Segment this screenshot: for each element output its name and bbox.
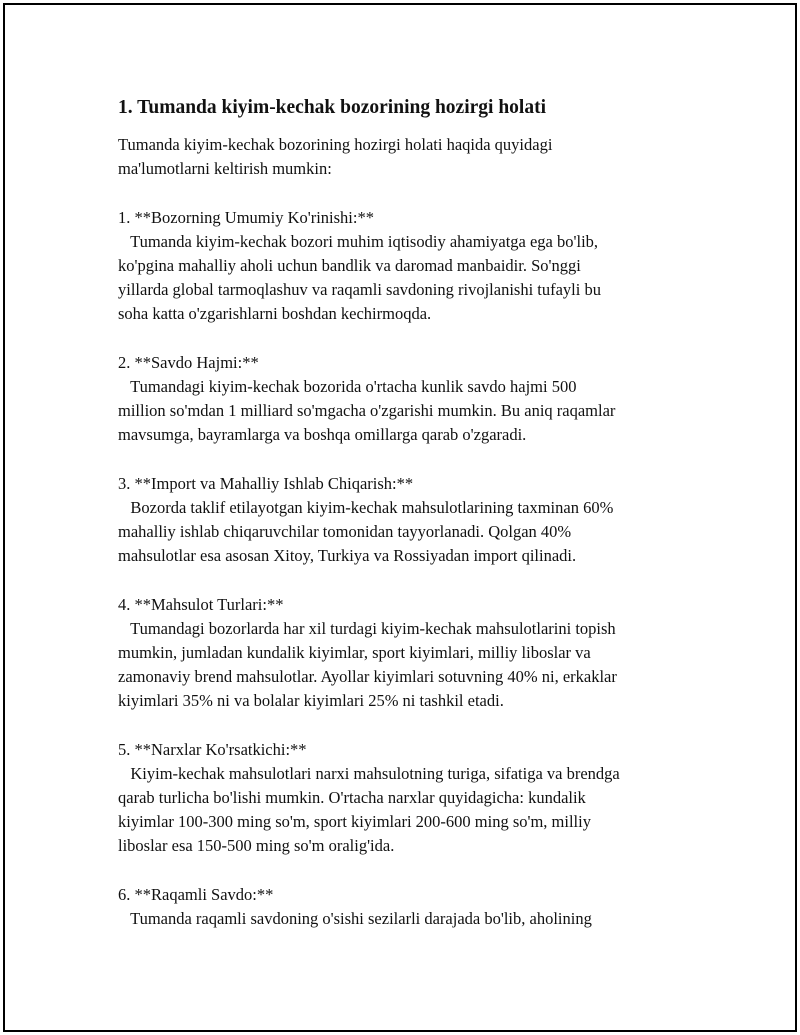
section-line: mavsumga, bayramlarga va boshqa omillarga qarab o'zgaradi. xyxy=(118,425,527,445)
section xyxy=(118,351,778,448)
section-line: mumkin, jumladan kundalik kiyimlar, sport kiyimlari, milliy liboslar va xyxy=(118,642,591,662)
section-title: 3. **Import va Mahalliy Ishlab Chiqarish:** xyxy=(118,473,414,493)
intro-paragraph xyxy=(118,133,778,181)
section-line: Tumanda kiyim-kechak bozori muhim iqtisodiy ahamiyatga ega bo'lib, xyxy=(118,231,599,251)
document-body xyxy=(118,96,778,931)
section-line: million so'mdan 1 milliard so'mgacha o'zgarishi mumkin. Bu aniq raqamlar xyxy=(118,401,616,421)
section-title: 4. **Mahsulot Turlari:** xyxy=(118,594,284,614)
section xyxy=(118,593,778,714)
section-line: Bozorda taklif etilayotgan kiyim-kechak mahsulotlarining taxminan 60% xyxy=(118,497,614,517)
section-line: liboslar esa 150-500 ming so'm oralig'ida. xyxy=(118,836,395,856)
intro-line: ma'lumotlarni keltirish mumkin: xyxy=(118,159,332,179)
section-line: soha katta o'zgarishlarni boshdan kechirmoqda. xyxy=(118,304,432,324)
section-line: kiyimlar 100-300 ming so'm, sport kiyimlari 200-600 ming so'm, milliy xyxy=(118,812,591,832)
section xyxy=(118,206,778,327)
section-line: yillarda global tarmoqlashuv va raqamli savdoning rivojlanishi tufayli bu xyxy=(118,280,601,300)
section xyxy=(118,883,778,931)
section-line: Tumandagi kiyim-kechak bozorida o'rtacha kunlik savdo hajmi 500 xyxy=(118,376,577,396)
section-line: Kiyim-kechak mahsulotlari narxi mahsulotning turiga, sifatiga va brendga xyxy=(118,763,620,783)
section xyxy=(118,472,778,569)
section-title: 6. **Raqamli Savdo:** xyxy=(118,884,274,904)
sections-list xyxy=(118,206,778,932)
section-line: Tumanda raqamli savdoning o'sishi sezilarli darajada bo'lib, aholining xyxy=(118,909,592,928)
section-line: qarab turlicha bo'lishi mumkin. O'rtacha narxlar quyidagicha: kundalik xyxy=(118,788,586,808)
intro-line: Tumanda kiyim-kechak bozorining hozirgi holati haqida quyidagi xyxy=(118,135,553,154)
section-line: ko'pgina mahalliy aholi uchun bandlik va daromad manbaidir. So'nggi xyxy=(118,255,581,275)
section-line: Tumandagi bozorlarda har xil turdagi kiyim-kechak mahsulotlarini topish xyxy=(118,618,616,638)
section-line: mahsulotlar esa asosan Xitoy, Turkiya va Rossiyadan import qilinadi. xyxy=(118,546,577,566)
section-line: mahalliy ishlab chiqaruvchilar tomonidan tayyorlanadi. Qolgan 40% xyxy=(118,522,572,541)
section xyxy=(118,738,778,859)
document-heading: 1. Tumanda kiyim-kechak bozorining hozirgi holati xyxy=(118,97,547,118)
section-title: 1. **Bozorning Umumiy Ko'rinishi:** xyxy=(118,207,374,227)
section-title: 5. **Narxlar Ko'rsatkichi:** xyxy=(118,739,307,759)
section-line: zamonaviy brend mahsulotlar. Ayollar kiyimlari sotuvning 40% ni, erkaklar xyxy=(118,667,617,687)
section-line: kiyimlari 35% ni va bolalar kiyimlari 25% ni tashkil etadi. xyxy=(118,691,504,711)
section-title: 2. **Savdo Hajmi:** xyxy=(118,352,259,372)
